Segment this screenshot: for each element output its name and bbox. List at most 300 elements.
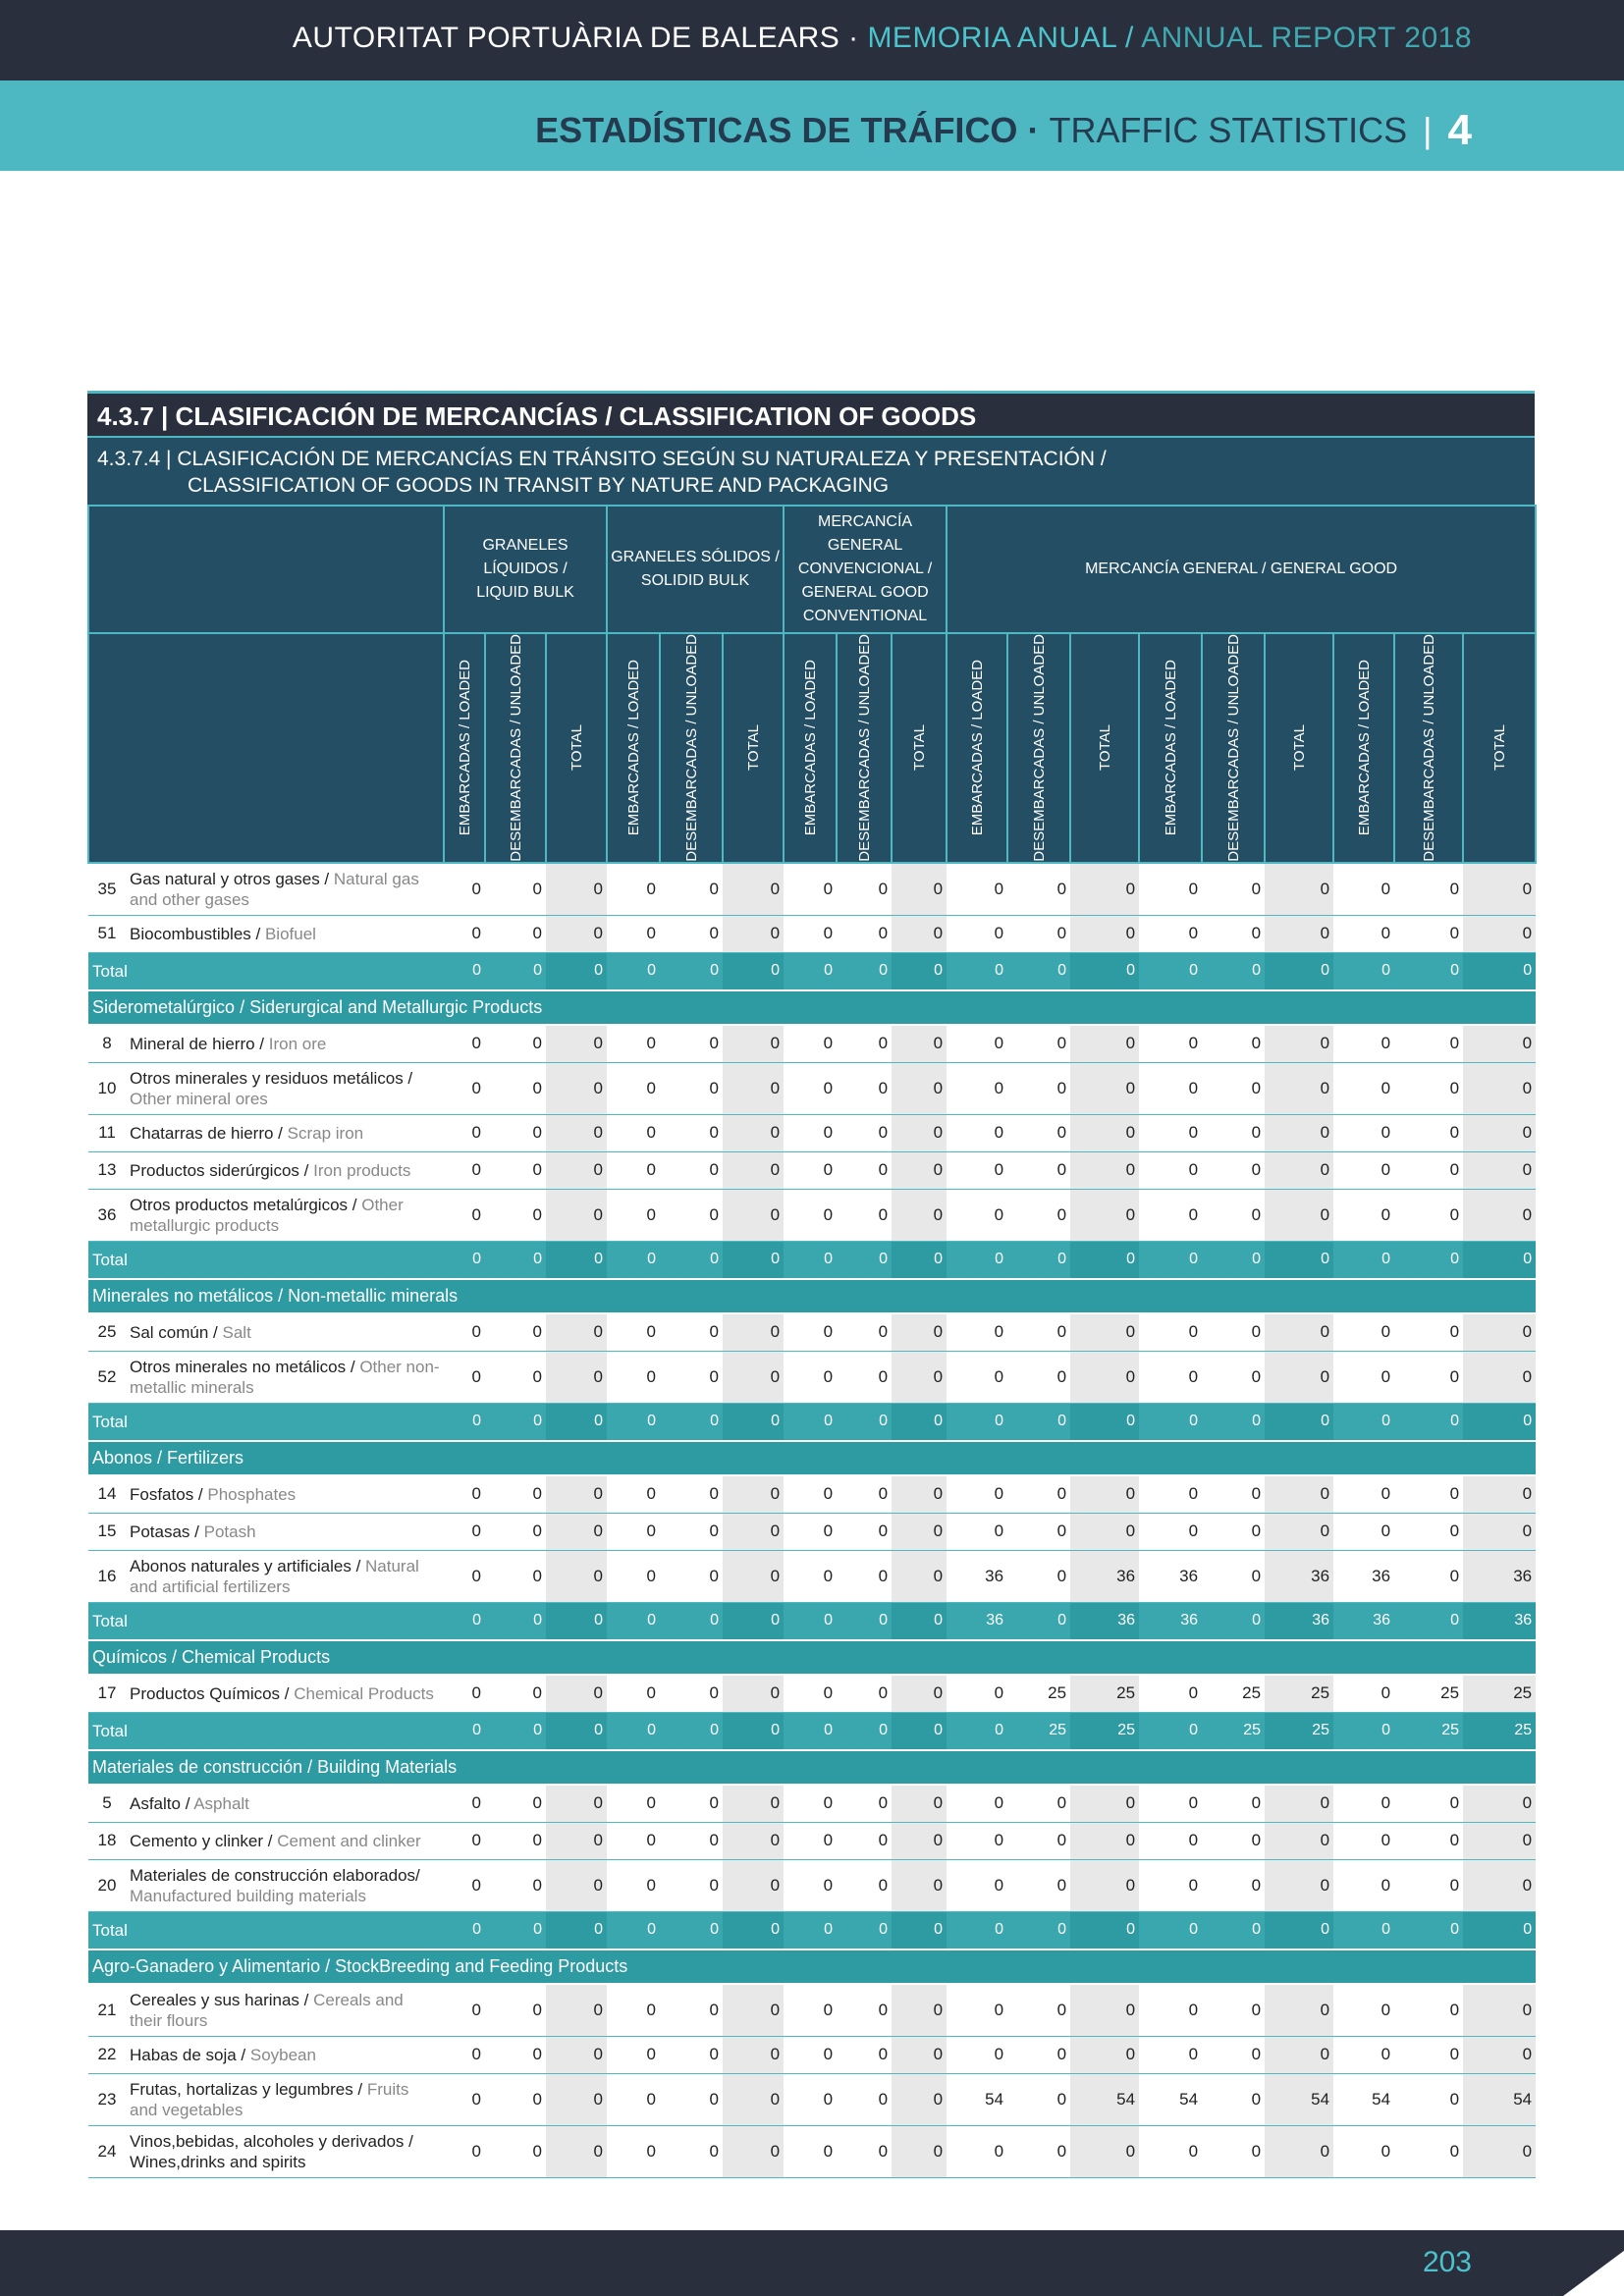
value-cell: 25 [1463,1675,1536,1713]
value-cell: 0 [892,1785,947,1823]
subheader-label: EMBARCADAS / LOADED [1162,660,1179,836]
value-cell: 0 [723,863,784,916]
total-row [88,1911,1536,1949]
value-cell: 0 [1394,1602,1463,1640]
row-name-en: Cereals and their flours [130,1990,404,2030]
value-cell: 0 [723,1822,784,1859]
value-cell: 0 [546,1189,607,1241]
value-cell: 0 [485,1313,546,1352]
value-cell: 0 [784,2125,837,2177]
row-name-es: Otros productos metalúrgicos / [130,1195,362,1214]
value-cell: 0 [546,1241,607,1279]
top-header-bar [0,0,1624,80]
row-name [126,1984,444,2037]
value-cell: 0 [444,1351,485,1403]
value-cell: 0 [1394,863,1463,916]
value-cell: 0 [1070,1822,1139,1859]
value-cell: 0 [1202,1189,1265,1241]
row-name-en: Potash [203,1522,256,1541]
group-conv-l1: MERCANCÍA GENERAL [818,513,913,554]
value-cell: 0 [1139,1675,1202,1713]
value-cell: 0 [485,863,546,916]
value-cell: 0 [1394,1189,1463,1241]
value-cell: 0 [1463,1313,1536,1352]
subtitle-line-2: CLASSIFICATION OF GOODS IN TRANSIT BY NATURE AND PACKAGING [188,474,890,497]
table-row [88,1025,1536,1063]
value-cell: 0 [607,1602,660,1640]
row-name-en: Asphalt [193,1793,249,1813]
value-cell: 54 [1265,2073,1333,2125]
value-cell: 0 [660,1911,723,1949]
value-cell: 0 [784,1785,837,1823]
row-name-en: Natural and artificial fertilizers [130,1556,419,1596]
value-cell: 0 [892,1351,947,1403]
value-cell: 0 [1394,1403,1463,1441]
value-cell: 0 [892,1822,947,1859]
value-cell: 0 [607,1151,660,1189]
value-cell: 25 [1463,1712,1536,1750]
value-cell: 0 [837,1513,892,1550]
value-cell: 0 [607,2073,660,2125]
row-name-en: Iron ore [268,1034,327,1053]
section-title [535,106,1472,155]
value-cell: 0 [837,1403,892,1441]
value-cell: 0 [947,1785,1007,1823]
value-cell: 0 [1394,952,1463,990]
value-cell: 0 [660,1241,723,1279]
value-cell: 54 [947,2073,1007,2125]
value-cell: 0 [546,2073,607,2125]
value-cell: 0 [444,1513,485,1550]
value-cell: 0 [485,1513,546,1550]
value-cell: 0 [837,2036,892,2073]
value-cell: 0 [1333,1151,1394,1189]
value-cell: 0 [1394,1241,1463,1279]
report-en: ANNUAL REPORT 2018 [1141,22,1472,54]
row-code: 22 [88,2036,126,2073]
table-row [88,1351,1536,1403]
subheader-unloaded-4 [1202,633,1265,863]
value-cell: 0 [1394,1025,1463,1063]
value-cell: 0 [784,2036,837,2073]
row-name [126,1785,444,1823]
value-cell: 0 [784,1712,837,1750]
subheader-label: DESEMBARCADAS / UNLOADED [682,634,700,862]
value-cell: 0 [784,1189,837,1241]
table-row [88,1550,1536,1602]
value-cell: 0 [723,2125,784,2177]
value-cell: 0 [546,1984,607,2037]
value-cell: 36 [947,1550,1007,1602]
value-cell: 0 [1007,1351,1070,1403]
value-cell: 25 [1394,1675,1463,1713]
value-cell: 0 [1070,1785,1139,1823]
value-cell: 0 [660,1712,723,1750]
value-cell: 0 [1394,1984,1463,2037]
value-cell: 0 [485,1984,546,2037]
value-cell: 0 [947,1351,1007,1403]
value-cell: 0 [1007,1025,1070,1063]
table-body [88,863,1536,2178]
value-cell: 0 [784,1475,837,1514]
value-cell: 0 [1139,863,1202,916]
value-cell: 0 [485,1785,546,1823]
value-cell: 0 [1139,2036,1202,2073]
value-cell: 0 [1394,1114,1463,1151]
value-cell: 0 [837,1911,892,1949]
value-cell: 0 [837,1675,892,1713]
value-cell: 0 [723,1911,784,1949]
value-cell: 0 [1070,2125,1139,2177]
value-cell: 0 [1265,863,1333,916]
value-cell: 0 [1333,1859,1394,1911]
row-name [126,1675,444,1713]
row-name-en: Other non-metallic minerals [130,1357,440,1397]
row-name [126,1189,444,1241]
value-cell: 36 [1463,1602,1536,1640]
value-cell: 0 [660,915,723,952]
value-cell: 0 [1139,1475,1202,1514]
value-cell: 0 [485,2036,546,2073]
row-name-en: Fruits and vegetables [130,2079,409,2119]
value-cell: 0 [1265,1513,1333,1550]
value-cell: 0 [485,1859,546,1911]
value-cell: 0 [784,1241,837,1279]
value-cell: 0 [546,1675,607,1713]
value-cell: 25 [1265,1712,1333,1750]
value-cell: 0 [892,1241,947,1279]
value-cell: 0 [1463,1911,1536,1949]
row-code: 8 [88,1025,126,1063]
value-cell: 0 [784,1822,837,1859]
value-cell: 0 [1202,863,1265,916]
group-conv-l4: CONVENTIONAL [802,608,928,624]
table-row [88,1062,1536,1114]
value-cell: 0 [1394,2036,1463,2073]
value-cell: 0 [1202,1785,1265,1823]
value-cell: 0 [947,1859,1007,1911]
row-name [126,1313,444,1352]
value-cell: 0 [1463,1114,1536,1151]
value-cell: 0 [723,1241,784,1279]
value-cell: 0 [723,1859,784,1911]
value-cell: 0 [485,1062,546,1114]
value-cell: 25 [1394,1712,1463,1750]
value-cell: 0 [546,2036,607,2073]
value-cell: 0 [723,1351,784,1403]
value-cell: 0 [947,863,1007,916]
value-cell: 0 [1202,1151,1265,1189]
value-cell: 0 [1265,1785,1333,1823]
value-cell: 0 [947,1403,1007,1441]
row-code: 51 [88,915,126,952]
value-cell: 0 [1202,1062,1265,1114]
value-cell: 0 [1070,1859,1139,1911]
value-cell: 0 [546,1114,607,1151]
value-cell: 0 [444,1189,485,1241]
value-cell: 0 [947,1712,1007,1750]
row-name [126,863,444,916]
value-cell: 0 [485,1911,546,1949]
value-cell: 0 [1202,1025,1265,1063]
value-cell: 0 [1070,1151,1139,1189]
row-name-es: Productos siderúrgicos / [130,1160,314,1180]
value-cell: 0 [1394,1911,1463,1949]
value-cell: 0 [1463,1351,1536,1403]
value-cell: 0 [546,1403,607,1441]
subheader-label: TOTAL [568,724,585,772]
subheader-label: DESEMBARCADAS / UNLOADED [855,634,873,862]
value-cell: 0 [444,1984,485,2037]
section-es: ESTADÍSTICAS DE TRÁFICO · [535,110,1040,150]
value-cell: 0 [607,863,660,916]
value-cell: 0 [607,1114,660,1151]
group-liquid-bulk [444,506,607,633]
value-cell: 0 [1007,1822,1070,1859]
value-cell: 0 [723,1025,784,1063]
value-cell: 0 [660,1785,723,1823]
value-cell: 25 [1265,1675,1333,1713]
row-code: 10 [88,1062,126,1114]
subheader-label: DESEMBARCADAS / UNLOADED [1420,634,1437,862]
value-cell: 0 [546,1475,607,1514]
table-row [88,2125,1536,2177]
table-row [88,1785,1536,1823]
value-cell: 0 [1333,1241,1394,1279]
value-cell: 0 [1139,1859,1202,1911]
value-cell: 0 [607,1189,660,1241]
value-cell: 0 [892,915,947,952]
subheader-unloaded-2 [837,633,892,863]
value-cell: 0 [1394,2073,1463,2125]
value-cell: 0 [1070,1241,1139,1279]
row-code: 11 [88,1114,126,1151]
value-cell: 0 [784,1513,837,1550]
value-cell: 0 [1139,1114,1202,1151]
value-cell: 0 [723,952,784,990]
value-cell: 0 [837,1475,892,1514]
value-cell: 0 [1202,1403,1265,1441]
value-cell: 0 [485,1114,546,1151]
row-code: 36 [88,1189,126,1241]
value-cell: 0 [1202,1984,1265,2037]
value-cell: 0 [1333,1025,1394,1063]
value-cell: 0 [660,1189,723,1241]
row-name-es: Mineral de hierro / [130,1034,269,1053]
total-label: Total [88,1403,444,1441]
value-cell: 0 [546,1151,607,1189]
value-cell: 0 [546,1822,607,1859]
value-cell: 0 [1007,2125,1070,2177]
value-cell: 0 [1202,1859,1265,1911]
row-name-en: Other metallurgic products [130,1195,404,1235]
row-name-en: Soybean [249,2045,316,2064]
row-code: 35 [88,863,126,916]
value-cell: 0 [1265,1351,1333,1403]
value-cell: 0 [892,1712,947,1750]
header-blank [88,506,444,633]
value-cell: 0 [485,1025,546,1063]
value-cell: 0 [444,1602,485,1640]
row-name-es: Abonos naturales y artificiales / [130,1556,366,1575]
total-row [88,952,1536,990]
value-cell: 0 [892,1403,947,1441]
value-cell: 0 [607,1403,660,1441]
value-cell: 25 [1070,1712,1139,1750]
value-cell: 0 [546,863,607,916]
value-cell: 0 [1394,1313,1463,1352]
value-cell: 0 [784,1351,837,1403]
value-cell: 0 [723,1550,784,1602]
value-cell: 0 [892,1189,947,1241]
value-cell: 0 [546,952,607,990]
value-cell: 0 [1394,1550,1463,1602]
value-cell: 0 [723,1062,784,1114]
row-name-es: Otros minerales y residuos metálicos / [130,1068,413,1088]
value-cell: 0 [837,2125,892,2177]
row-name-en: Biofuel [264,924,316,943]
value-cell: 0 [444,1025,485,1063]
group-solid-l2: SOLIDID BULK [640,572,750,589]
goods-table [87,505,1537,2178]
value-cell: 0 [607,1241,660,1279]
value-cell: 0 [1202,1602,1265,1640]
row-name-en: Cement and clinker [277,1831,421,1850]
value-cell: 0 [1463,1025,1536,1063]
value-cell: 0 [444,1911,485,1949]
row-name-es: Sal común / [130,1322,223,1342]
value-cell: 0 [892,1313,947,1352]
category-row [88,1750,1536,1785]
total-row [88,1241,1536,1279]
footer-bar [0,2230,1624,2296]
value-cell: 0 [1333,952,1394,990]
value-cell: 0 [1007,1911,1070,1949]
subheader-label: DESEMBARCADAS / UNLOADED [1224,634,1242,862]
value-cell: 0 [723,1114,784,1151]
value-cell: 0 [837,952,892,990]
row-name-es: Cemento y clinker / [130,1831,278,1850]
value-cell: 0 [1007,1602,1070,1640]
value-cell: 0 [892,1025,947,1063]
value-cell: 0 [546,1859,607,1911]
value-cell: 0 [1394,1859,1463,1911]
value-cell: 0 [723,1785,784,1823]
value-cell: 0 [607,1984,660,2037]
subheader-total-1 [723,633,784,863]
value-cell: 0 [1070,1062,1139,1114]
row-name-es: Frutas, hortalizas y legumbres / [130,2079,367,2099]
value-cell: 0 [784,1062,837,1114]
table-row [88,1313,1536,1352]
value-cell: 0 [660,1114,723,1151]
value-cell: 0 [1070,1313,1139,1352]
row-name [126,1062,444,1114]
value-cell: 0 [1070,1351,1139,1403]
value-cell: 0 [837,1025,892,1063]
value-cell: 0 [1202,1114,1265,1151]
value-cell: 0 [1007,1550,1070,1602]
subheader-unloaded-5 [1394,633,1463,863]
subheader-loaded-2 [784,633,837,863]
value-cell: 0 [892,1151,947,1189]
value-cell: 54 [1070,2073,1139,2125]
value-cell: 0 [1463,915,1536,952]
value-cell: 0 [1070,1513,1139,1550]
row-name-es: Materiales de construcción elaborados/ [130,1865,420,1885]
row-code: 24 [88,2125,126,2177]
value-cell: 0 [837,1859,892,1911]
subheader-loaded-1 [607,633,660,863]
value-cell: 0 [1139,1241,1202,1279]
value-cell: 0 [546,1351,607,1403]
value-cell: 0 [1007,1241,1070,1279]
subheader-loaded-5 [1333,633,1394,863]
row-code: 16 [88,1550,126,1602]
value-cell: 0 [660,1313,723,1352]
value-cell: 36 [947,1602,1007,1640]
value-cell: 36 [1070,1550,1139,1602]
total-label: Total [88,1241,444,1279]
value-cell: 0 [1139,1351,1202,1403]
value-cell: 0 [1265,1859,1333,1911]
subheader-loaded-4 [1139,633,1202,863]
value-cell: 0 [723,1984,784,2037]
category-row [88,1640,1536,1675]
value-cell: 0 [1007,2073,1070,2125]
value-cell: 0 [723,915,784,952]
row-code: 14 [88,1475,126,1514]
table-row [88,915,1536,952]
row-name [126,2125,444,2177]
subheader-total-0 [546,633,607,863]
table-title: 4.3.7 | CLASIFICACIÓN DE MERCANCÍAS / CLASSIFICATION OF GOODS [87,391,1535,436]
value-cell: 0 [892,1984,947,2037]
value-cell: 0 [892,1062,947,1114]
value-cell: 25 [1202,1712,1265,1750]
total-row [88,1712,1536,1750]
total-row [88,1602,1536,1640]
value-cell: 0 [947,1984,1007,2037]
value-cell: 0 [1070,1911,1139,1949]
value-cell: 0 [784,1025,837,1063]
value-cell: 0 [892,1114,947,1151]
value-cell: 0 [784,1151,837,1189]
row-name-en: Salt [222,1322,251,1342]
value-cell: 0 [1007,1785,1070,1823]
value-cell: 0 [947,1151,1007,1189]
value-cell: 0 [784,1403,837,1441]
value-cell: 0 [1394,2125,1463,2177]
subheader-loaded-3 [947,633,1007,863]
value-cell: 0 [546,915,607,952]
report-title [293,22,1472,55]
category-label: Siderometalúrgico / Siderurgical and Metallurgic Products [88,990,1536,1025]
value-cell: 0 [1202,2073,1265,2125]
row-name-en: Phosphates [207,1484,297,1504]
value-cell: 0 [1070,863,1139,916]
row-name-en: Other mineral ores [130,1089,268,1108]
row-name-es: Habas de soja / [130,2045,250,2064]
value-cell: 0 [1463,1403,1536,1441]
value-cell: 0 [784,915,837,952]
subheader-label: DESEMBARCADAS / UNLOADED [1030,634,1048,862]
category-row [88,990,1536,1025]
value-cell: 0 [1463,1513,1536,1550]
value-cell: 0 [1007,1114,1070,1151]
value-cell: 0 [1139,1513,1202,1550]
table-row [88,1675,1536,1713]
